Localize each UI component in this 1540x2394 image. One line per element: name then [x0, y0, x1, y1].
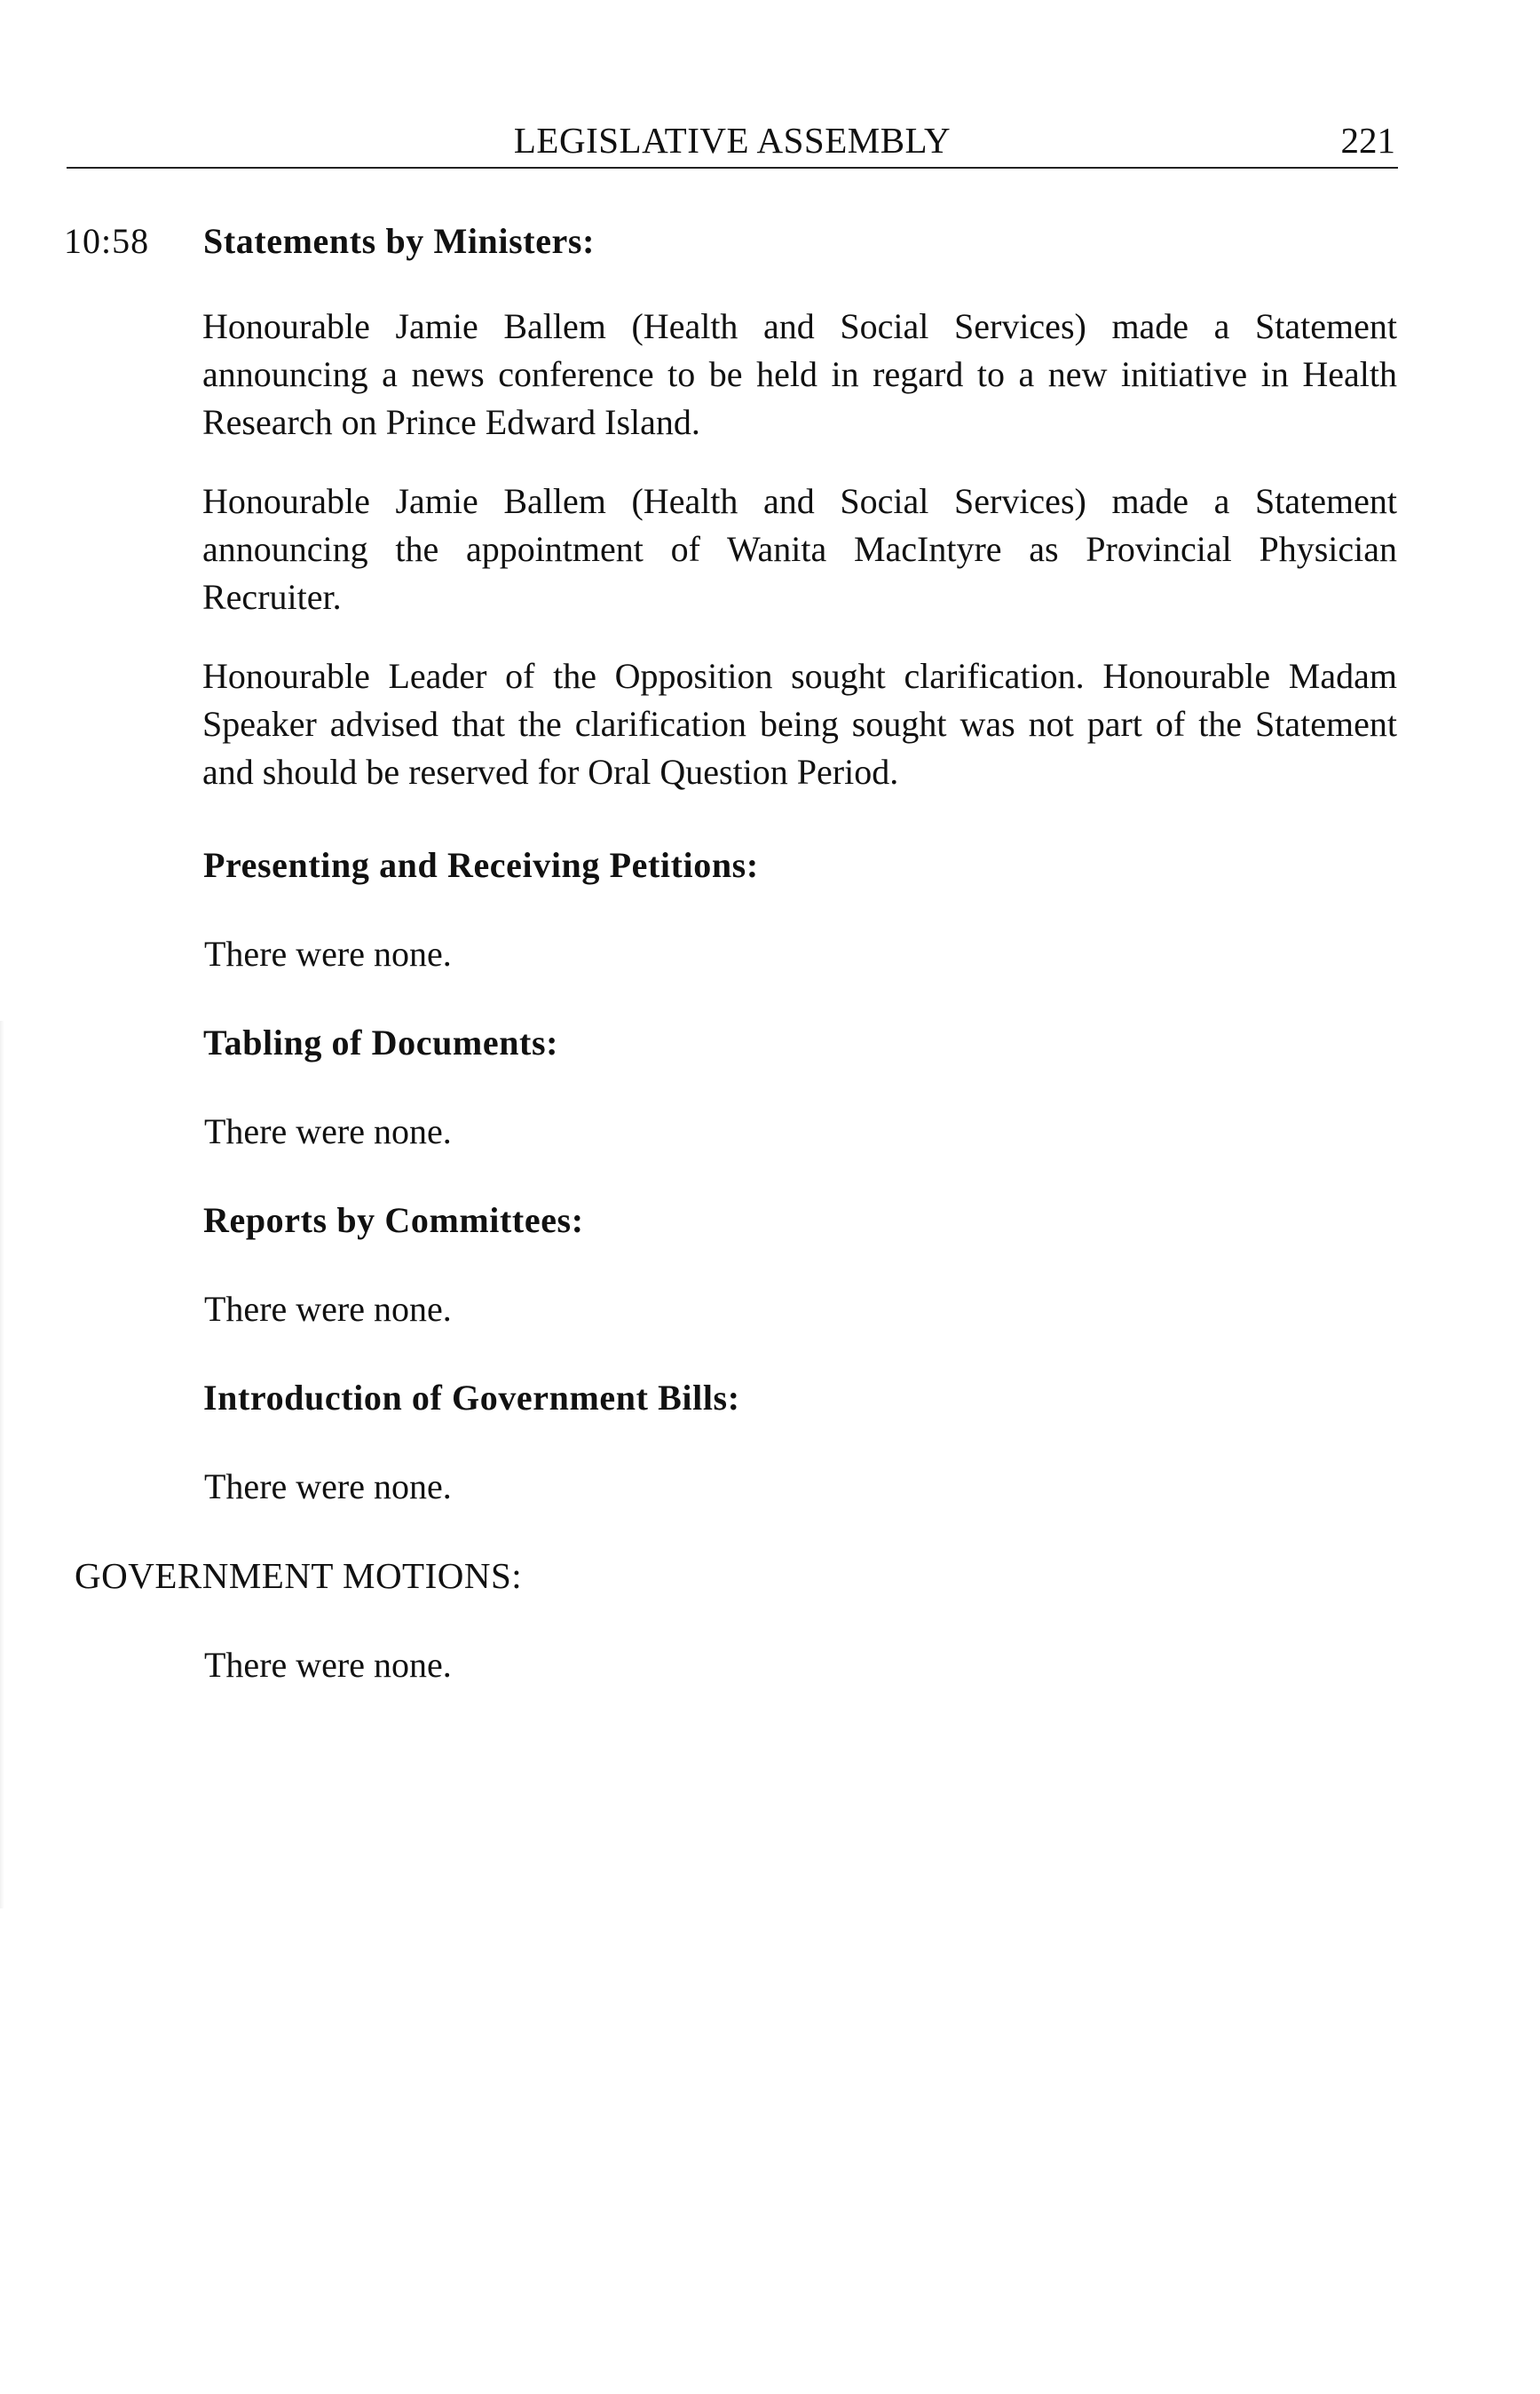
tabling-body: There were none. [204, 1111, 452, 1151]
statement-paragraph-1: Honourable Jamie Ballem (Health and Social Services) made a Statement announcing a news conference to be held in regard to a new initiative in Health Research on Prince Edward Island. [202, 306, 1397, 442]
running-title: LEGISLATIVE ASSEMBLY [513, 120, 952, 161]
government-motions-body: There were none. [204, 1645, 452, 1685]
committees-body: There were none. [204, 1289, 452, 1329]
page-number: 221 [1340, 120, 1395, 161]
statement-paragraph-3: Honourable Leader of the Opposition sought clarification. Honourable Madam Speaker advised that the clarification being sought was not part of the Statement and should be reserved for Oral Question Period. [202, 656, 1397, 792]
section-heading-government-motions: GOVERNMENT MOTIONS: [75, 1555, 523, 1596]
page-header [67, 114, 1398, 167]
time-stamp: 10:58 [64, 221, 150, 261]
statement-paragraph-2: Honourable Jamie Ballem (Health and Social Services) made a Statement announcing the appointment of Wanita MacIntyre as Provincial Physician Recruiter. [202, 481, 1397, 617]
government-bills-body: There were none. [204, 1466, 452, 1506]
header-rule [67, 167, 1398, 169]
section-heading-tabling: Tabling of Documents: [203, 1023, 559, 1063]
section-heading-statements: Statements by Ministers: [203, 221, 596, 261]
petitions-body: There were none. [204, 934, 452, 974]
section-heading-petitions: Presenting and Receiving Petitions: [203, 845, 759, 885]
section-heading-committees: Reports by Committees: [203, 1200, 584, 1240]
scan-edge-shadow [0, 1021, 4, 1908]
section-heading-government-bills: Introduction of Government Bills: [203, 1378, 740, 1418]
